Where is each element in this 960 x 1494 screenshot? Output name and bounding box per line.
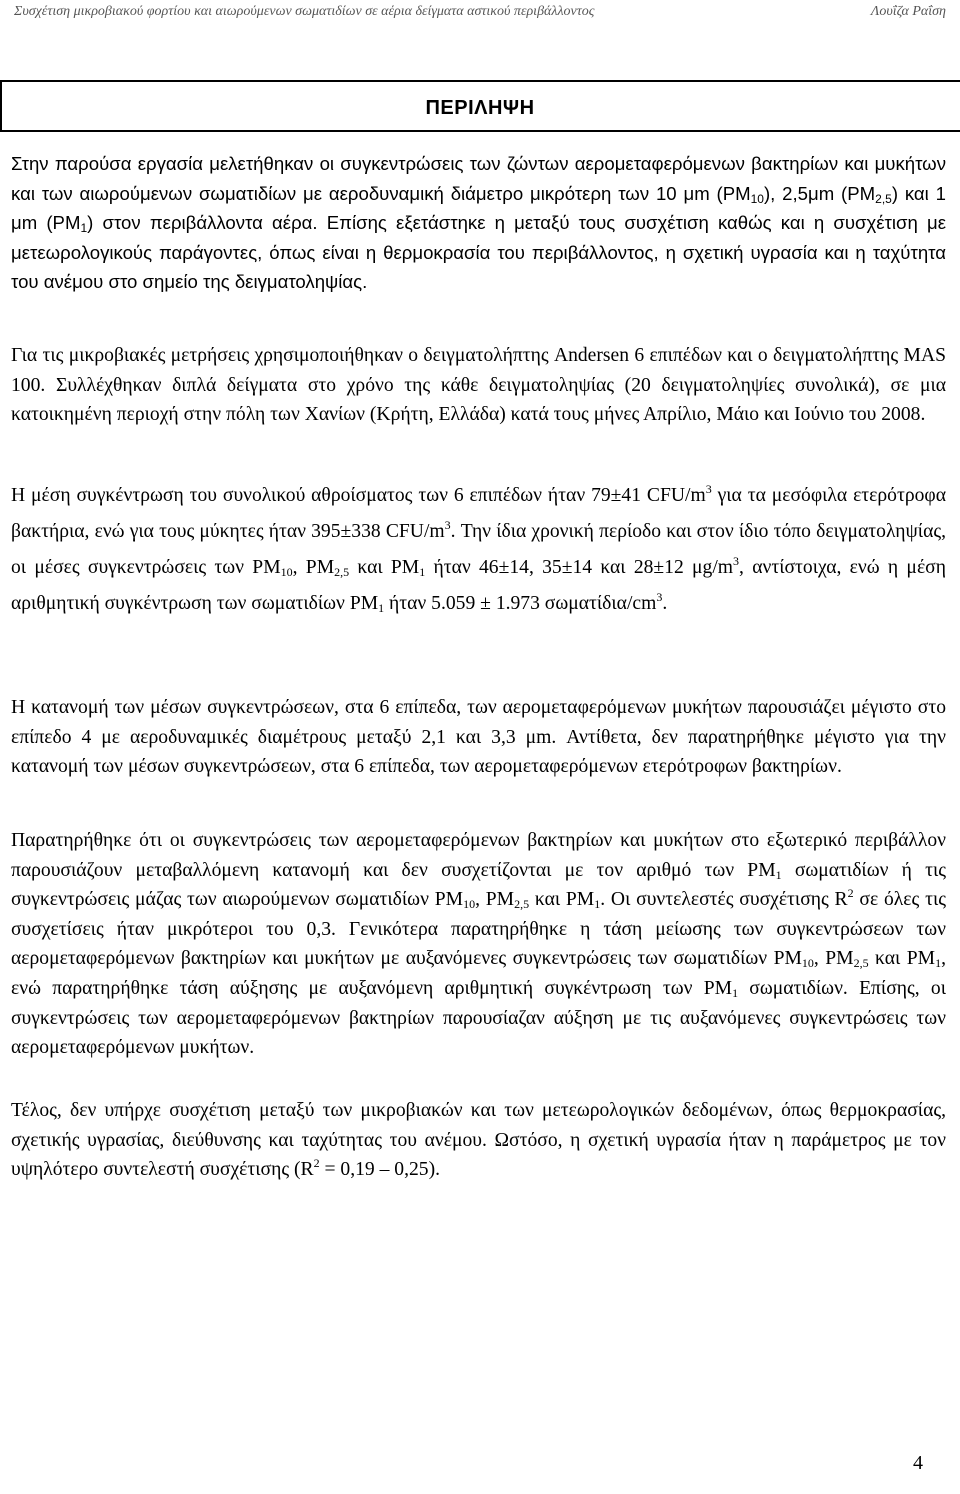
paragraph-2-text: Για τις μικροβιακές μετρήσεις χρησιμοποιήθηκαν ο δειγματολήπτης Andersen 6 επιπέδων και ο δειγματολήπτης MAS 100. Συλλέχθηκαν διπλά δείγματα στο χρόνο της κάθε δειγματοληψίας (20 δειγματοληψίες συνολικά), σε μια κατοικημένη περιοχή στην πόλη των Χανίων (Κρήτη, Ελλάδα) κατά τους μήνες Απρίλιο, Μάιο και Ιούνιο του 2008. <box>11 345 946 426</box>
paragraph-3-text-a: Η μέση συγκέντρωση του συνολικού αθροίσματος των 6 επιπέδων ήταν 79±41 CFU/m <box>11 485 706 506</box>
pm1-subscript: 1 <box>419 565 426 579</box>
paragraph-6-text-b: = 0,19 – 0,25). <box>319 1159 441 1181</box>
paragraph-3-text-b: για τα μεσόφιλα ετερότροφα βακτήρια, ενώ για τους μύκητες ήταν 395±338 CFU/m <box>11 485 946 542</box>
paragraph-5-text-e: . Οι συντελεστές συσχέτισης R <box>600 889 848 911</box>
pm10-subscript: 10 <box>463 897 476 912</box>
cubic-superscript: 3 <box>705 482 712 497</box>
pm10-subscript: 10 <box>750 191 764 206</box>
paragraph-3-text-h: ήταν 5.059 ± 1.973 σωματίδια/cm <box>384 593 657 614</box>
pm1-subscript: 1 <box>775 867 782 882</box>
pm10-subscript: 10 <box>280 565 293 579</box>
running-header-title: Συσχέτιση μικροβιακού φορτίου και αιωρούμενων σωματιδίων σε αέρια δείγματα αστικού περιβάλλοντος <box>14 4 595 19</box>
running-header-author: Λουΐζα Ραΐση <box>870 4 946 19</box>
paragraph-4-text: Η κατανομή των μέσων συγκεντρώσεων, στα 6 επίπεδα, των αερομεταφερόμενων μυκήτων παρουσιάζει μέγιστο στο επίπεδο 4 με αεροδυναμικές διαμέτρους μεταξύ 2,1 και 3,3 μm. Αντίθετα, δεν παρατηρήθηκε μέγιστο για την κατανομή των μέσων συγκεντρώσεων, στα 6 επίπεδα, των αερομεταφερόμενων ετερότροφων βακτηρίων. <box>11 697 946 778</box>
pm25-subscript: 2,5 <box>875 191 892 206</box>
title-box-top-rule <box>0 80 960 82</box>
paragraph-3-text-i: . <box>662 593 668 614</box>
paragraph-4 <box>11 693 946 782</box>
paragraph-1-text-a: Στην παρούσα εργασία μελετήθηκαν οι συγκεντρώσεις των ζώντων αερομεταφερόμενων βακτηρίων και μυκήτων και των αιωρούμενων σωματιδίων με αεροδυναμική διάμετρο μικρότερη των 10 μm (PM <box>11 153 946 204</box>
r-squared-superscript: 2 <box>313 1156 320 1171</box>
paragraph-6 <box>11 1096 946 1185</box>
running-header <box>14 0 946 24</box>
r-squared-superscript: 2 <box>847 886 854 901</box>
cubic-superscript: 3 <box>733 554 740 569</box>
cubic-superscript: 3 <box>656 590 663 605</box>
paragraph-1-text-d: ) στον περιβάλλοντα αέρα. Επίσης εξετάστηκε η μεταξύ τους συσχέτιση καθώς και η συσχέτιση με μετεωρολογικούς παράγοντες, όπως είναι η θερμοκρασία του περιβάλλοντος, η σχετική υγρασία και η ταχύτητα του ανέμου στο σημείο της δειγματοληψίας. <box>11 212 946 293</box>
abstract-title: ΠΕΡΙΛΗΨΗ <box>425 97 535 119</box>
paragraph-5-text-f: σε όλες τις συσχετίσεις ήταν μικρότεροι του 0,3. Γενικότερα παρατηρήθηκε η τάση μείωσης των συγκεντρώσεων των αερομεταφερόμενων βακτηρίων και μυκήτων με αυξανόμενες συγκεντρώσεις των σωματιδίων PM <box>11 889 946 970</box>
pm25-subscript: 2,5 <box>514 897 530 912</box>
pm1-subscript: 1 <box>935 956 942 971</box>
cubic-superscript: 3 <box>444 518 451 533</box>
paragraph-1 <box>11 149 946 297</box>
paragraph-5-text-a: Παρατηρήθηκε ότι οι συγκεντρώσεις των αερομεταφερόμενων βακτηρίων και μυκήτων στο εξωτερικό περιβάλλον παρουσιάζουν μεταβαλλόμενη κατανομή και δεν συσχετίζονται με τον αριθμό των PM <box>11 830 946 881</box>
pm1-subscript: 1 <box>732 985 739 1000</box>
paragraph-5-text-j: σωματιδίων. Επίσης, οι συγκεντρώσεις των αερομεταφερόμενων βακτηρίων παρουσίαζαν αύξηση με τις αυξανόμενες συγκεντρώσεις των αερομεταφερόμενων μυκήτων. <box>11 977 946 1059</box>
paragraph-1-text-c: ) και 1 μm (PM <box>11 182 946 234</box>
pm1-subscript: 1 <box>378 601 385 615</box>
paragraph-3-text-f: ήταν 46±14, 35±14 και 28±12 μg/m <box>425 557 734 578</box>
paragraph-3-text-e: και PM <box>349 557 420 578</box>
paragraph-2 <box>11 341 946 430</box>
paragraph-3-text-g: , αντίστοιχα, ενώ η μέση αριθμητική συγκέντρωση των σωματιδίων PM <box>11 557 946 614</box>
pm25-subscript: 2,5 <box>334 565 350 579</box>
paragraph-5-text-c: , PM <box>475 889 515 911</box>
paragraph-5-text-d: και PM <box>529 889 595 911</box>
pm25-subscript: 2,5 <box>853 956 869 971</box>
paragraph-6-text-a: Τέλος, δεν υπήρχε συσχέτιση μεταξύ των μικροβιακών και των μετεωρολογικών δεδομένων, όπως θερμοκρασίας, σχετικής υγρασίας, διεύθυνσης και ταχύτητας του ανέμου. Ωστόσο, η σχετική υγρασία ήταν η παράμετρος με τον υψηλότερο συντελεστή συσχέτισης (R <box>11 1100 946 1181</box>
paragraph-5 <box>11 826 946 1063</box>
paragraph-1-text-b: ), 2,5μm (PM <box>763 182 876 204</box>
pm10-subscript: 10 <box>801 956 814 971</box>
paragraph-3-text-c: . Την ίδια χρονική περίοδο και στον ίδιο τόπο δειγματοληψίας, οι μέσες συγκεντρώσεις των PM <box>11 521 946 578</box>
page-number: 4 <box>913 1452 923 1474</box>
paragraph-3 <box>11 478 946 622</box>
title-box-bottom-rule <box>0 130 960 132</box>
paragraph-5-text-h: και PM <box>868 948 936 970</box>
pm1-subscript: 1 <box>594 897 601 912</box>
paragraph-5-text-b: σωματιδίων ή τις συγκεντρώσεις μάζας των αιωρούμενων σωματιδίων PM <box>11 859 947 911</box>
pm1-subscript: 1 <box>80 221 88 236</box>
paragraph-5-text-g: , PM <box>813 948 854 970</box>
paragraph-5-text-i: , ενώ παρατηρήθηκε τάση αύξησης με αυξανόμενη αριθμητική συγκέντρωση των PM <box>11 948 946 999</box>
paragraph-3-text-d: , PM <box>292 557 335 578</box>
